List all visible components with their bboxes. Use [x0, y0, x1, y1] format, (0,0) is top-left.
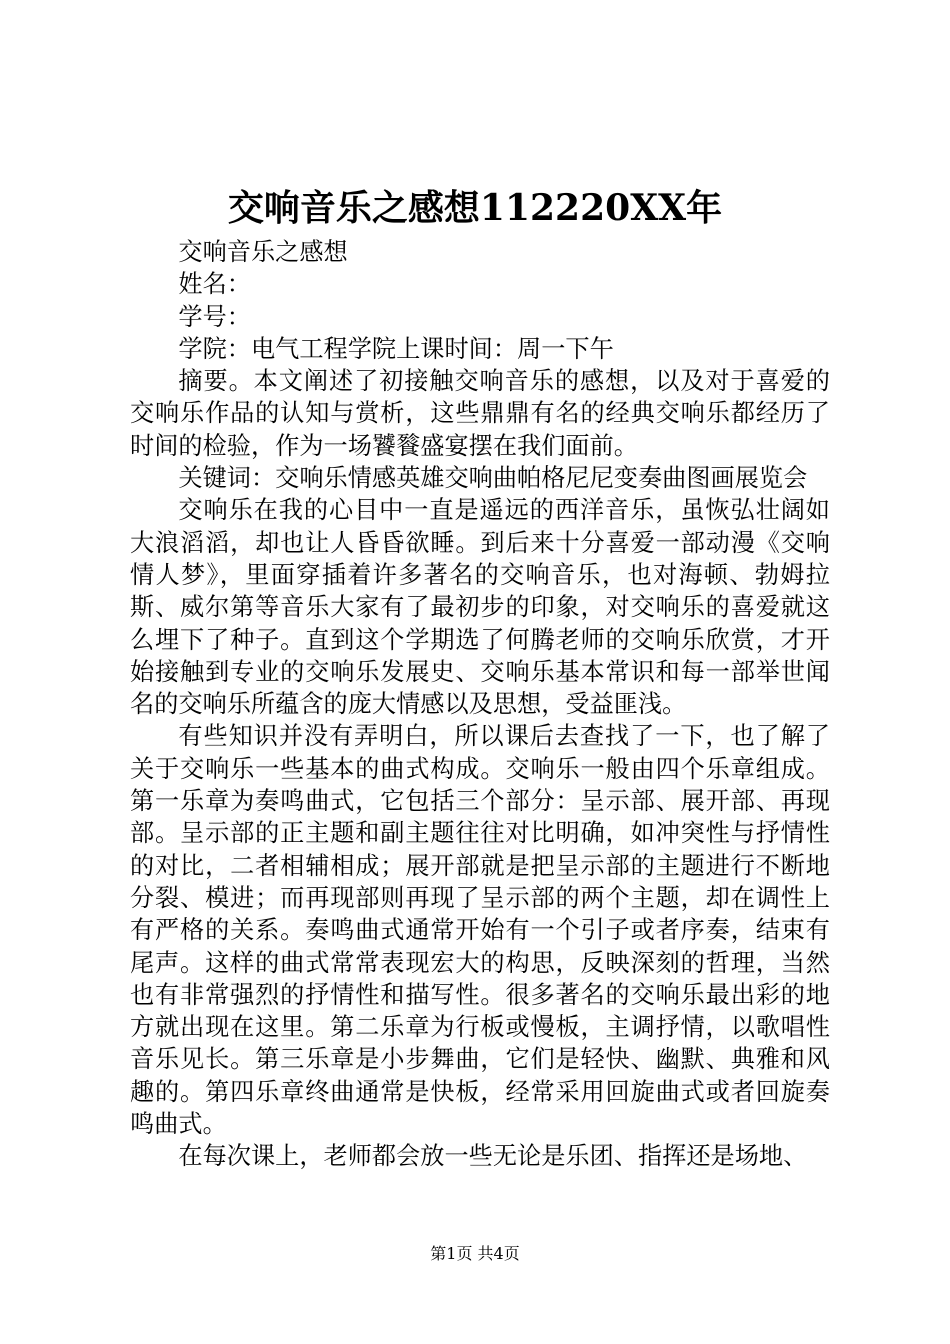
paragraph-body-1: 交响乐在我的心目中一直是遥远的西洋音乐，虽恢弘壮阔如大浪滔滔，却也让人昏昏欲睡。到后来十分喜爱一部动漫《交响情人梦》，里面穿插着许多著名的交响音乐，也对海顿、勃姆拉斯、威尔第等音乐大家有了最初步的印象，对交响乐的喜爱就这么埋下了种子。直到这个学期选了何腾老师的交响乐欣赏，才开始接触到专业的交响乐发展史、交响乐基本常识和每一部举世闻名的交响乐所蕴含的庞大情感以及思想，受益匪浅。 [130, 496, 830, 719]
paragraph-keywords: 关键词：交响乐情感英雄交响曲帕格尼尼变奏曲图画展览会 [178, 464, 808, 493]
paragraph-body-2: 有些知识并没有弄明白，所以课后去查找了一下，也了解了关于交响乐一些基本的曲式构成。交响乐一般由四个乐章组成。第一乐章为奏鸣曲式，它包括三个部分：呈示部、展开部、再现部。呈示部的正主题和副主题往往对比明确，如冲突性与抒情性的对比，二者相辅相成；展开部就是把呈示部的主题进行不断地分裂、模进；而再现部则再现了呈示部的两个主题，却在调性上有严格的关系。奏鸣曲式通常开始有一个引子或者序奏，结束有尾声。这样的曲式常常表现宏大的构思，反映深刻的哲理，当然也有非常强烈的抒情性和描写性。很多著名的交响乐最出彩的地方就出现在这里。第二乐章为行板或慢板，主调抒情，以歌唱性音乐见长。第三乐章是小步舞曲，它们是轻快、幽默、典雅和风趣的。第四乐章终曲通常是快板，经常采用回旋曲式或者回旋奏鸣曲式。 [130, 722, 830, 1139]
paragraph-student-id-field: 学号： [178, 302, 251, 331]
paragraph-college-field: 学院：电气工程学院上课时间：周一下午 [178, 334, 614, 363]
document-body [130, 236, 830, 1173]
paragraph-body-3: 在每次课上，老师都会放一些无论是乐团、指挥还是场地、 [178, 1142, 808, 1171]
paragraph-heading: 交响音乐之感想 [178, 238, 348, 266]
paragraph-abstract: 摘要。本文阐述了初接触交响音乐的感想，以及对于喜爱的交响乐作品的认知与赏析，这些鼎鼎有名的经典交响乐都经历了时间的检验，作为一场饕餮盛宴摆在我们面前。 [130, 367, 830, 460]
paragraph-name-field: 姓名： [178, 270, 251, 299]
document-title: 交响音乐之感想112220XX年 [227, 187, 723, 229]
page-footer: 第1页 共4页 [430, 1244, 520, 1263]
